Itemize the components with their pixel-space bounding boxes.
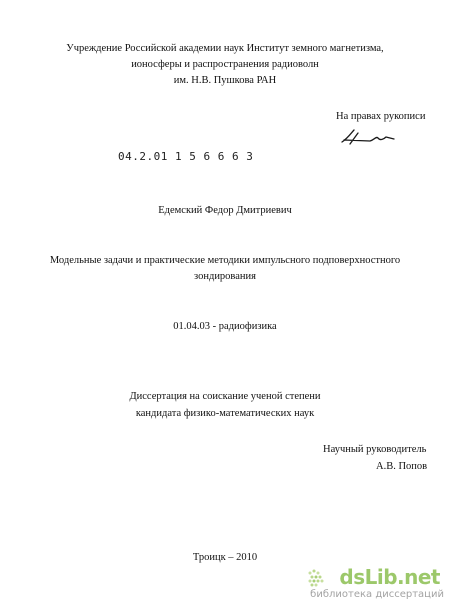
supervisor-label: Научный руководитель — [323, 444, 427, 455]
rights-note: На правах рукописи — [336, 111, 426, 122]
watermark-subtitle: библиотека диссертаций — [310, 589, 444, 600]
dissertation-title-line-1: Модельные задачи и практические методики импульсного подповерхностного — [49, 255, 401, 266]
degree-line-1: Диссертация на соискание ученой степени — [129, 391, 321, 402]
degree-line-2: кандидата физико-математических наук — [135, 408, 315, 419]
supervisor-name: А.В. Попов — [376, 461, 428, 472]
dslib-watermark — [308, 566, 450, 606]
signature — [340, 128, 396, 150]
author-name: Едемский Федор Дмитриевич — [158, 205, 292, 216]
watermark-brand: dsLib.net — [339, 565, 440, 589]
registration-stamp: 04.2.01 1 5 6 6 6 3 — [118, 150, 254, 163]
place-and-year: Троицк – 2010 — [192, 552, 258, 563]
institution-line-1: Учреждение Российской академии наук Институт земного магнетизма, — [66, 43, 384, 54]
institution-line-3: им. Н.В. Пушкова РАН — [173, 75, 277, 86]
dissertation-title-line-2: зондирования — [194, 271, 256, 282]
specialty-code: 01.04.03 - радиофизика — [173, 321, 277, 332]
institution-line-2: ионосферы и распространения радиоволн — [131, 59, 319, 70]
watermark-dots-icon — [308, 569, 330, 587]
